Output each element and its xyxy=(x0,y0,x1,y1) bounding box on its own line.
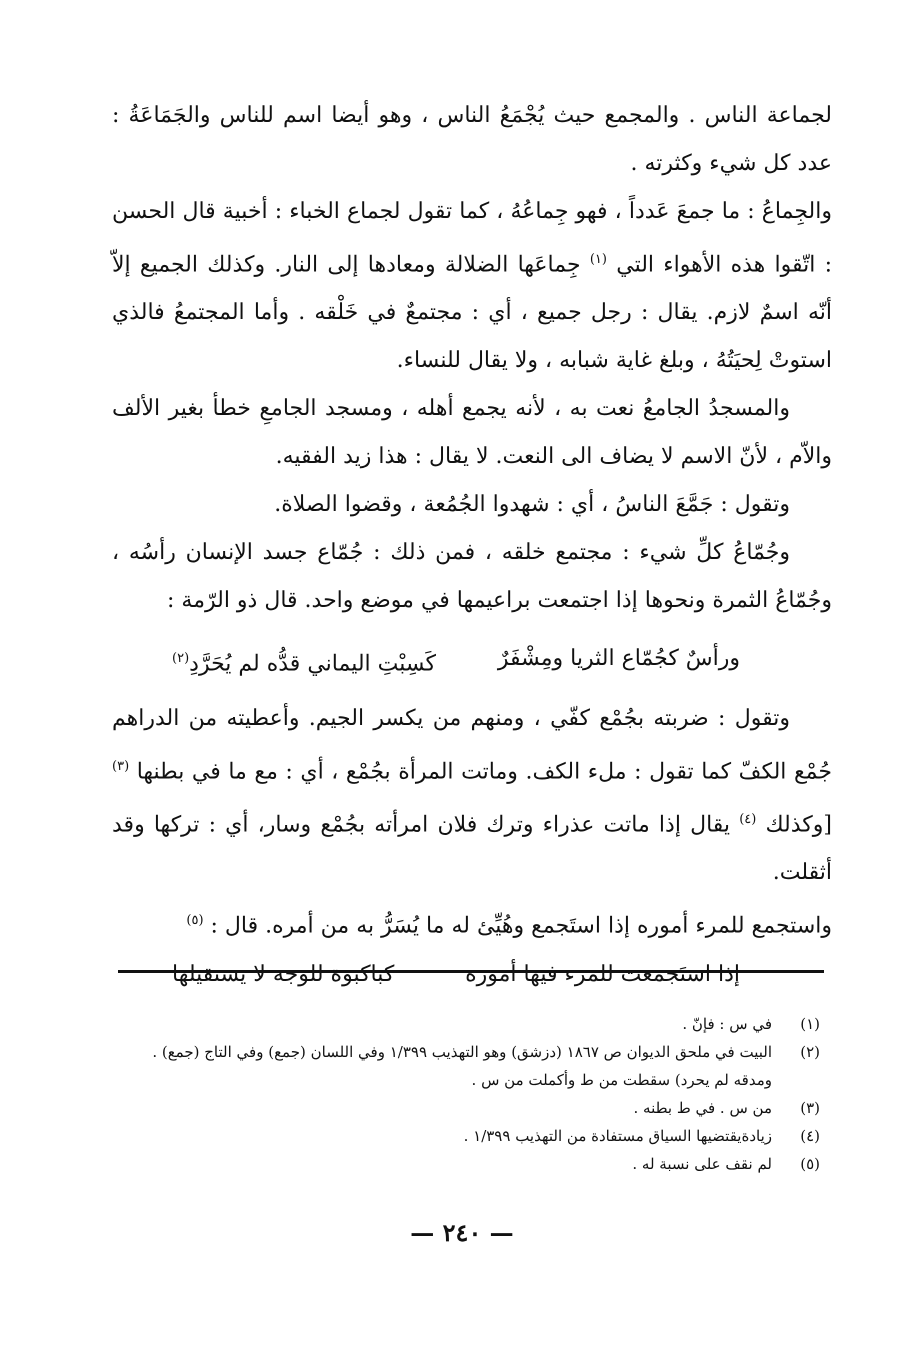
paragraph-2-cont: جِماعَها الضلالة ومعادها إلى النار. وكذلك الجميع إلاّ أنّه اسمٌ لازم. يقال : رجل جميع ، أي : مجتمعٌ في خَلْقه . وأما المجتمعُ فالذي استوتْ لِحيَتُهُ ، وبلغ غاية شبابه ، ولا يقال للنساء. xyxy=(112,252,832,374)
paragraph-6-text: وتقول : ضربته بجُمْع كفّي ، ومنهم من يكسر الجيم. وأعطيته من الدراهم جُمْع الكفّ كما تقول : ملء الكف. وماتت المرأة بجُمْع ، أي : مع ما في بطنها xyxy=(112,705,832,784)
footnote-number: (٣) xyxy=(800,1099,820,1117)
verse-1-first-hemistich: ورأسٌ كجُمّاع الثريا ومِشْفَرٌ xyxy=(497,646,740,672)
footnote-text: من س . في ط بطنه . xyxy=(633,1099,772,1117)
paragraph-4: وتقول : جَمَّعَ الناسُ ، أي : شهدوا الجُمُعة ، وقضوا الصلاة. xyxy=(274,492,790,518)
paragraph-2 xyxy=(112,188,832,385)
footnote-number: (٥) xyxy=(800,1155,820,1173)
footnote-ref-5[interactable]: (٥) xyxy=(186,913,204,929)
paragraph-3: والمسجدُ الجامعُ نعت به ، لأنه يجمع أهله ، ومسجد الجامعِ خطأ بغير الألف والاّم ، لأنّ الاسم لا يضاف الى النعت. لا يقال : هذا زيد الفقيه. xyxy=(112,396,832,470)
footnote-number: (١) xyxy=(800,1015,820,1033)
footnotes xyxy=(110,1010,820,1178)
main-text-2 xyxy=(112,695,832,951)
paragraph-2-text: والجِماعُ : ما جمعَ عَدداً ، فهو جِماعُهُ ، كما تقول لجماع الخباء : أخبية قال الحسن : اتّقوا هذه الأهواء التي xyxy=(112,199,833,278)
paragraph-6 xyxy=(112,695,832,898)
footnote-ref-3[interactable]: (٣) xyxy=(112,758,130,774)
verse-1 xyxy=(112,625,832,694)
footnote-number: (٢) xyxy=(800,1043,820,1061)
paragraph-6-cont: يقال إذا ماتت عذراء وترك فلان امرأته بجُمْع وسار، أي : تركها وقد أثقلت. xyxy=(112,812,832,886)
main-text xyxy=(112,92,832,625)
footnote-1 xyxy=(110,1010,820,1038)
verse-1-second-text: كَسِبْتِ اليماني قدُّه لم يُحَرَّدِ xyxy=(189,651,436,677)
paragraph-7-text: واستجمع للمرء أموره إذا استَجمع وهُيِّئ له ما يُسَرُّ به من أمره. قال : xyxy=(210,913,832,939)
footnote-text: البيت في ملحق الديوان ص ١٨٦٧ (دزشق) وهو التهذيب ١/٣٩٩ وفي اللسان (جمع) وفي التاج (جمع) . xyxy=(152,1043,772,1061)
verse-2-second-hemistich: كباكبوة للوجه لا يستقيلها xyxy=(172,961,395,987)
footnote-2 xyxy=(110,1038,820,1066)
footnote-3 xyxy=(110,1094,820,1122)
footnote-text: زيادةيقتضيها السياق مستفادة من التهذيب ١/٣٩٩ . xyxy=(463,1127,772,1145)
footnote-number: (٤) xyxy=(800,1127,820,1145)
footnote-5 xyxy=(110,1150,820,1178)
footnote-text: في س : فإنّ . xyxy=(682,1015,772,1033)
paragraph-7 xyxy=(112,897,832,950)
verse-1-second-hemistich xyxy=(172,635,436,688)
verse-2-first-hemistich: إذا استَجمعت للمرء فيها أموره xyxy=(465,961,740,987)
footnote-ref-2[interactable]: (٢) xyxy=(172,651,190,667)
footnote-ref-4[interactable]: (٤) xyxy=(739,811,757,827)
page-number: — ٢٤٠ — xyxy=(410,1218,514,1247)
footnote-ref-1[interactable]: (١) xyxy=(589,252,607,267)
footnote-separator xyxy=(118,970,824,973)
footnote-2-continuation: ومدقه لم يحرد) سقطت من ط وأكملت من س . xyxy=(471,1071,772,1089)
verse-2 xyxy=(112,951,832,1005)
paragraph-1: لجماعة الناس . والمجمع حيث يُجْمَعُ الناس ، وهو أيضا اسم للناس والجَمَاعَةُ : عدد كل شيء وكثرته . xyxy=(112,103,832,176)
paragraph-6-bracket: [وكذلك xyxy=(765,812,832,838)
footnote-4 xyxy=(110,1122,820,1150)
paragraph-5: وجُمّاعُ كلِّ شيء : مجتمع خلقه ، فمن ذلك : جُمّاع جسد الإنسان رأسُه ، وجُمّاعُ الثمرة ونحوها إذا اجتمعت براعيمها في موضع واحد. قال ذو الرّمة : xyxy=(112,540,832,614)
footnote-text: لم نقف على نسبة له . xyxy=(632,1155,772,1173)
